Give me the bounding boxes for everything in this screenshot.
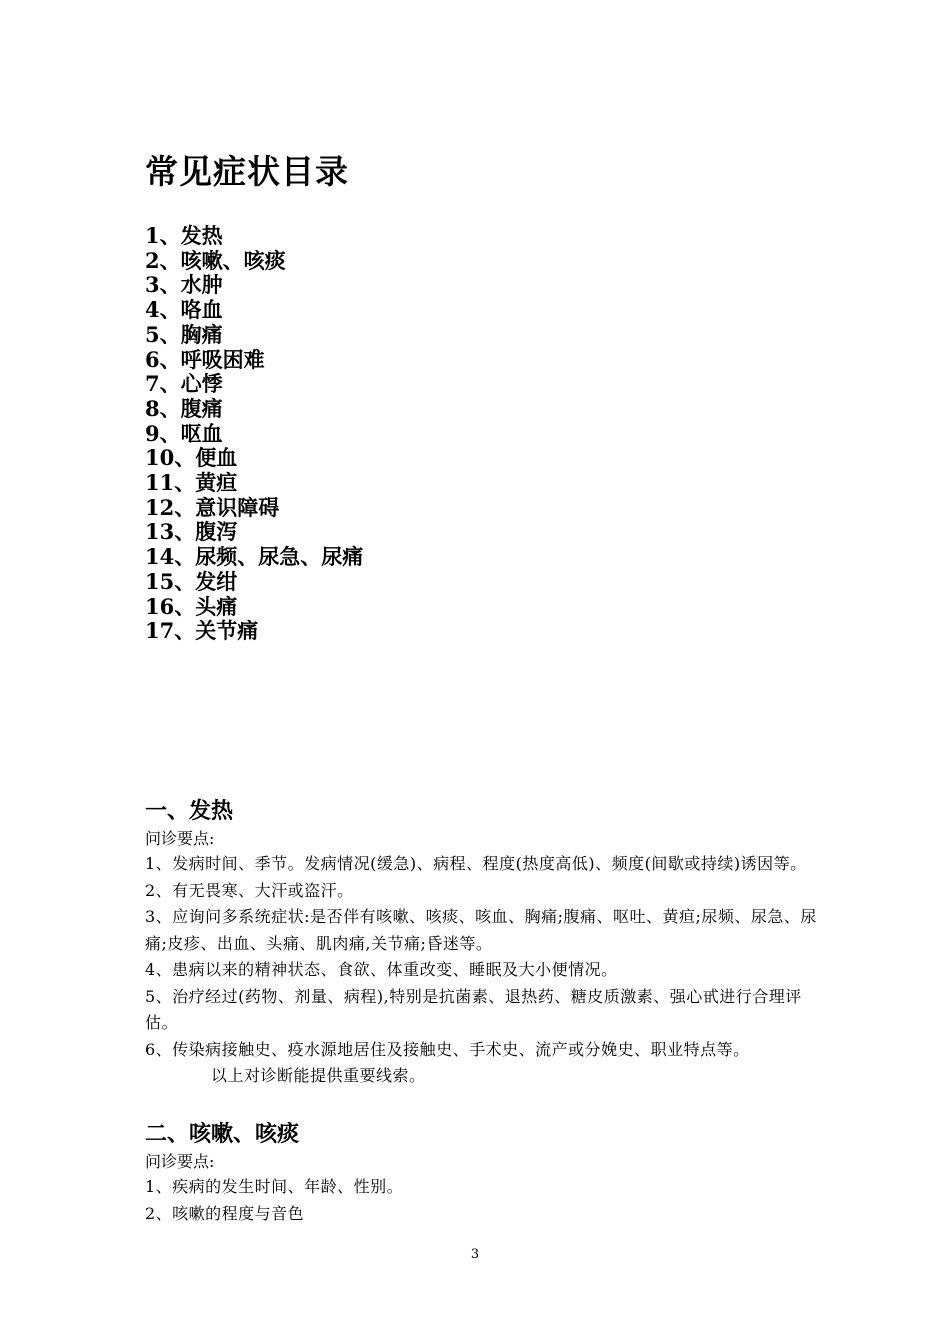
toc-item: 14、尿频、尿急、尿痛 — [145, 544, 364, 570]
toc-item: 12、意识障碍 — [145, 494, 280, 520]
toc-item: 15、发绀 — [145, 568, 238, 594]
section-subheading: 问诊要点: — [145, 829, 215, 848]
inquiry-point: 5、治疗经过(药物、剂量、病程),特别是抗菌素、退热药、糖皮质激素、强心甙进行合理评估。 — [145, 986, 802, 1032]
inquiry-point: 2、咳嗽的程度与音色 — [145, 1203, 305, 1223]
toc-item: 7、心悸 — [145, 371, 223, 397]
toc-item: 4、咯血 — [145, 297, 223, 323]
inquiry-point: 3、应询问多系统症状:是否伴有咳嗽、咳痰、咳血、胸痛;腹痛、呕吐、黄疸;尿频、尿急、尿痛;皮疹、出血、头痛、肌肉痛,关节痛;昏迷等。 — [145, 907, 817, 953]
section-subheading: 问诊要点: — [145, 1152, 215, 1171]
document-title: 常见症状目录 — [145, 152, 349, 191]
page-number: 3 — [470, 1247, 480, 1262]
section-note: 以上对诊断能提供重要线索。 — [211, 1066, 426, 1085]
toc-item: 11、黄疸 — [145, 470, 238, 496]
toc-item: 16、头痛 — [145, 593, 238, 619]
toc-item: 2、咳嗽、咳痰 — [145, 247, 286, 273]
inquiry-point: 1、疾病的发生时间、年龄、性别。 — [145, 1177, 404, 1196]
inquiry-point: 1、发病时间、季节。发病情况(缓急)、病程、程度(热度高低)、频度(间歇或持续)诱因等。 — [145, 854, 807, 873]
toc-item: 17、关节痛 — [145, 618, 259, 644]
toc-item: 3、水肿 — [145, 272, 223, 298]
toc-item: 5、胸痛 — [145, 321, 223, 347]
toc-item: 1、发热 — [145, 223, 223, 248]
inquiry-point: 6、传染病接触史、疫水源地居住及接触史、手术史、流产或分娩史、职业特点等。 — [145, 1039, 750, 1059]
inquiry-point: 2、有无畏寒、大汗或盗汗。 — [145, 880, 354, 900]
section-cough-sputum — [145, 1119, 817, 1227]
section-heading: 一、发热 — [145, 798, 234, 824]
symptom-toc-list — [145, 224, 363, 644]
toc-item: 10、便血 — [145, 445, 238, 471]
toc-item: 9、呕血 — [145, 420, 223, 446]
section-heading: 二、咳嗽、咳痰 — [145, 1121, 300, 1147]
inquiry-point: 4、患病以来的精神状态、食欲、体重改变、睡眠及大小便情况。 — [145, 960, 618, 979]
toc-item: 6、呼吸困难 — [145, 346, 265, 372]
toc-item: 8、腹痛 — [145, 395, 223, 421]
toc-item: 13、腹泻 — [145, 519, 238, 545]
section-fever — [145, 796, 817, 1090]
